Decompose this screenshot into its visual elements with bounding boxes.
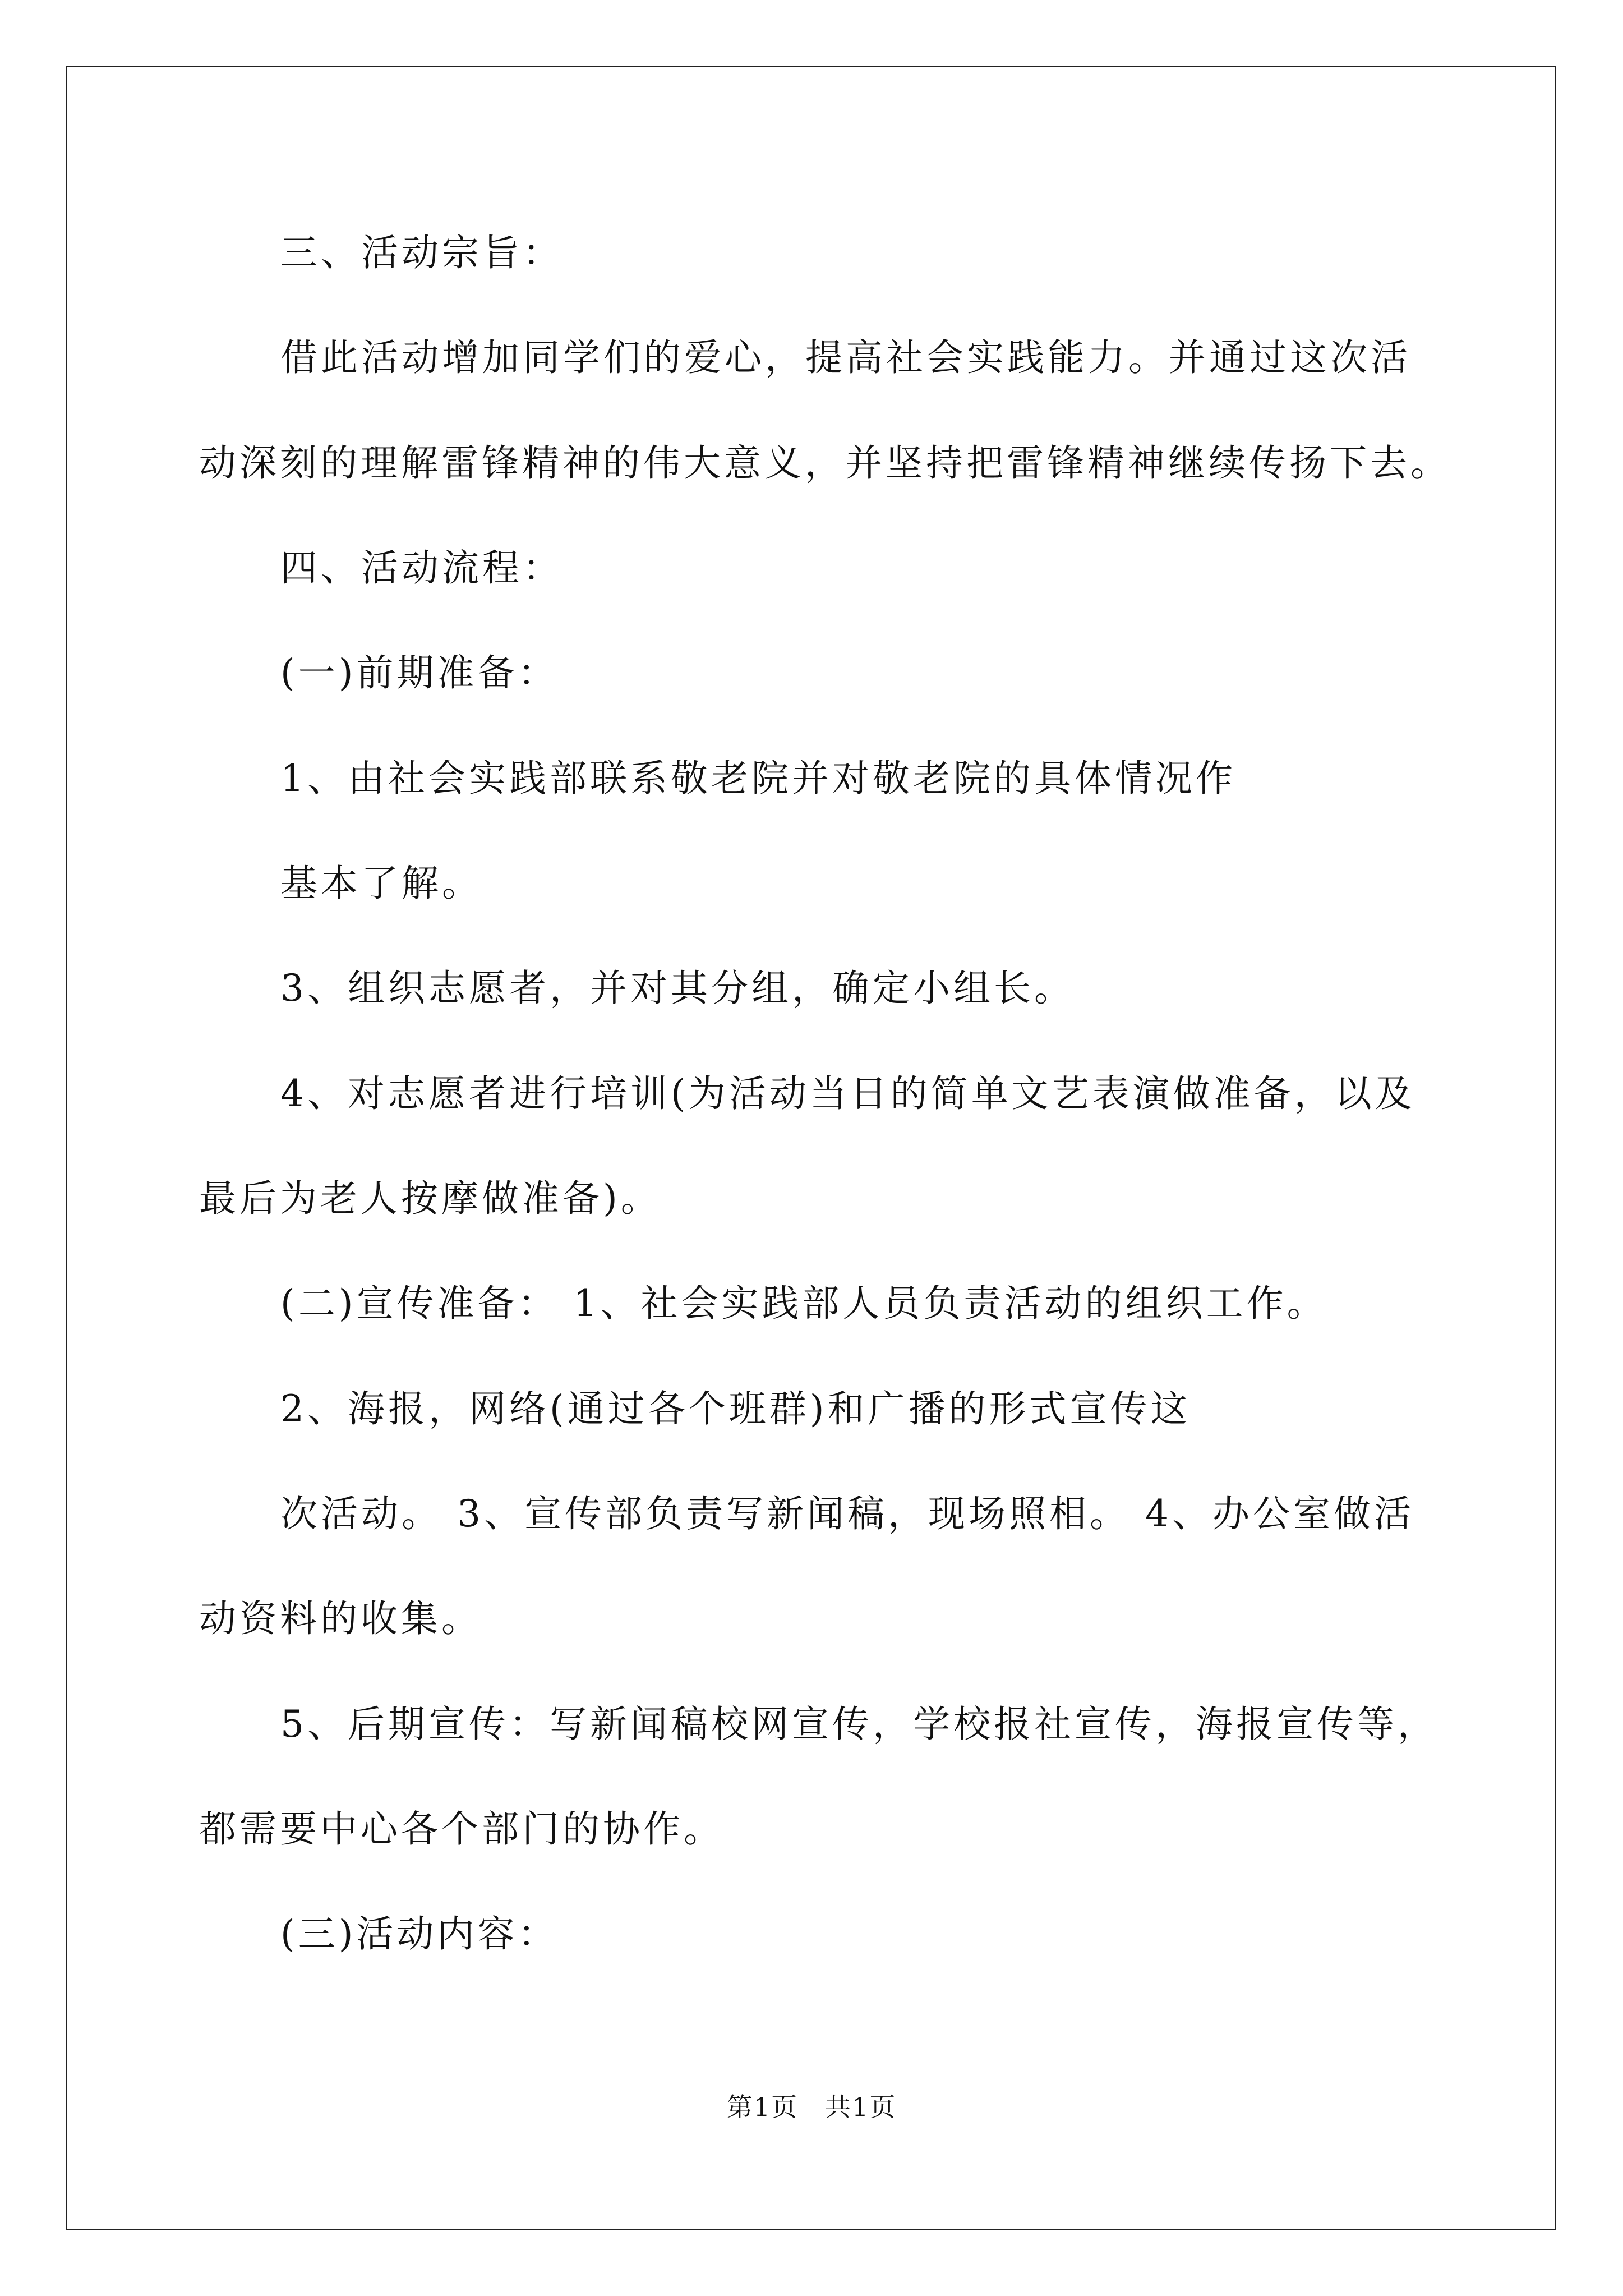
subsection-heading-preparation: (一)前期准备：: [280, 651, 559, 694]
paragraph-line: 次活动。 3、宣传部负责写新闻稿，现场照相。 4、办公室做活: [280, 1492, 1414, 1535]
paragraph-line: 动资料的收集。: [199, 1597, 482, 1640]
page-footer: 第1页 共1页: [726, 2092, 897, 2122]
paragraph-line: 最后为老人按摩做准备)。: [199, 1177, 661, 1220]
section-heading-process: 四、活动流程：: [280, 546, 563, 590]
paragraph-line: 4、对志愿者进行培训(为活动当日的简单文艺表演做准备，以及: [280, 1072, 1415, 1115]
paragraph-line: 都需要中心各个部门的协作。: [199, 1807, 724, 1851]
paragraph-line: 借此活动增加同学们的爱心，提高社会实践能力。并通过这次活: [280, 336, 1411, 379]
section-heading-purpose: 三、活动宗旨：: [280, 231, 563, 274]
paragraph-line: 2、海报，网络(通过各个班群)和广播的形式宣传这: [280, 1387, 1191, 1430]
paragraph-line: 1、由社会实践部联系敬老院并对敬老院的具体情况作: [280, 757, 1236, 800]
paragraph-line: 基本了解。: [280, 862, 482, 905]
paragraph-line: 5、后期宣传：写新闻稿校网宣传，学校报社宣传，海报宣传等，: [280, 1703, 1438, 1746]
paragraph-line: 3、组织志愿者，并对其分组，确定小组长。: [280, 967, 1075, 1010]
paragraph-line: 动深刻的理解雷锋精神的伟大意义，并坚持把雷锋精神继续传扬下去。: [199, 441, 1451, 485]
subsection-heading-publicity: (二)宣传准备： 1、社会实践部人员负责活动的组织工作。: [280, 1282, 1327, 1325]
subsection-heading-content: (三)活动内容：: [280, 1912, 559, 1955]
page-border: [66, 66, 1556, 2230]
